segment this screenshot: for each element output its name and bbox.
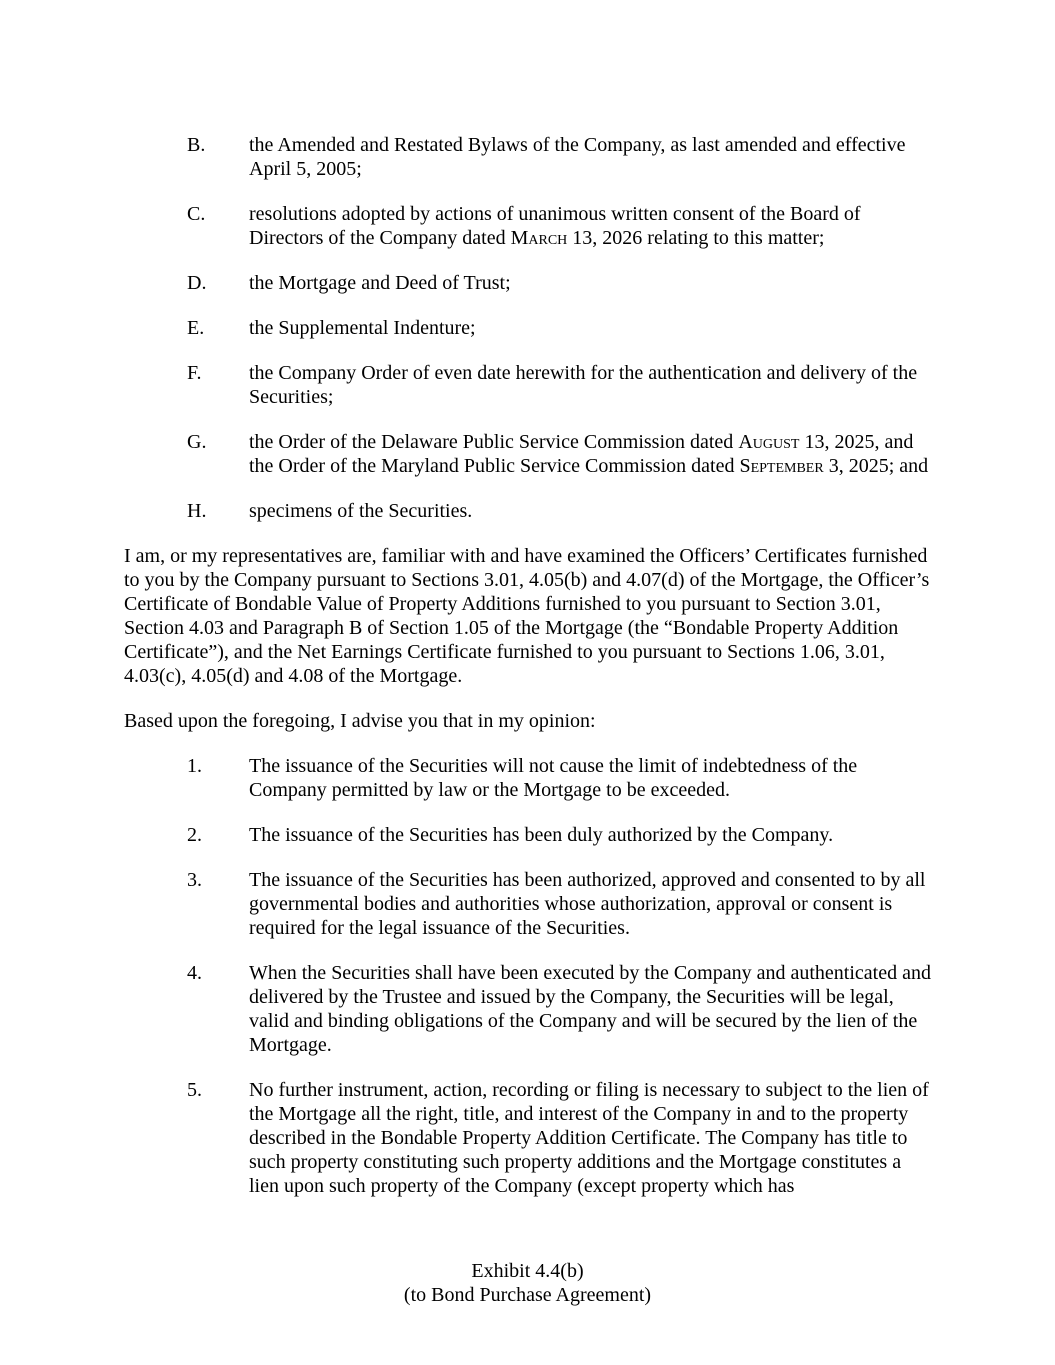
lettered-list <box>124 133 931 523</box>
lettered-item <box>187 430 931 478</box>
lettered-item <box>187 202 931 250</box>
item-text: the Mortgage and Deed of Trust; <box>249 272 511 294</box>
footer-agreement-label: (to Bond Purchase Agreement) <box>403 1284 652 1306</box>
item-text: the Order of the Delaware Public Service Commission dated August 13, 2025, and the Order of the Maryland Public Service Commission dated September 3, 2025; and <box>249 431 929 477</box>
numbered-item <box>187 823 931 847</box>
item-text: the Amended and Restated Bylaws of the Company, as last amended and effective April 5, 2005; <box>249 134 906 180</box>
item-label: E. <box>187 317 205 339</box>
item-text: the Supplemental Indenture; <box>249 317 476 339</box>
item-label: D. <box>187 272 207 294</box>
numbered-item <box>187 754 931 802</box>
item-label: B. <box>187 134 206 156</box>
lettered-item <box>187 499 931 523</box>
lettered-item <box>187 316 931 340</box>
item-label: G. <box>187 431 207 453</box>
page-footer <box>0 1259 1055 1307</box>
item-label: 1. <box>187 755 202 777</box>
item-text: No further instrument, action, recording or filing is necessary to subject to the lien of the Mortgage all the right, title, and interest of the Company in and to the property described in the Bondable Property Addition Certificate. The Company has title to such property constituting such property additions and the Mortgage constitutes a lien upon such property of the Company (except property which has <box>249 1079 929 1197</box>
item-label: 2. <box>187 824 202 846</box>
paragraph-opinion-intro: Based upon the foregoing, I advise you that in my opinion: <box>124 710 596 732</box>
item-text: specimens of the Securities. <box>249 500 473 522</box>
numbered-item <box>187 868 931 940</box>
item-text: When the Securities shall have been executed by the Company and authenticated and delivered by the Trustee and issued by the Company, the Securities will be legal, valid and binding obligations of the Company and will be secured by the lien of the Mortgage. <box>249 962 931 1056</box>
item-text: The issuance of the Securities will not cause the limit of indebtedness of the Company permitted by law or the Mortgage to be exceeded. <box>249 755 858 801</box>
item-label: 4. <box>187 962 202 984</box>
item-text: the Company Order of even date herewith for the authentication and delivery of the Securities; <box>249 362 918 408</box>
item-label: H. <box>187 500 207 522</box>
numbered-item <box>187 1078 931 1198</box>
lettered-item <box>187 271 931 295</box>
item-label: C. <box>187 203 206 225</box>
item-label: F. <box>187 362 202 384</box>
item-text: The issuance of the Securities has been duly authorized by the Company. <box>249 824 834 846</box>
paragraph-certificates: I am, or my representatives are, familiar with and have examined the Officers’ Certificates furnished to you by the Company pursuant to Sections 3.01, 4.05(b) and 4.07(d) of the Mortgage, the Officer’s Certificate of Bondable Value of Property Additions furnished to you pursuant to Section 3.01, Section 4.03 and Paragraph B of Section 1.05 of the Mortgage (the “Bondable Property Addition Certificate”), and the Net Earnings Certificate furnished to you pursuant to Sections 1.06, 3.01, 4.03(c), 4.05(d) and 4.08 of the Mortgage. <box>124 545 930 687</box>
lettered-item <box>187 133 931 181</box>
item-text: resolutions adopted by actions of unanimous written consent of the Board of Directors of the Company dated March 13, 2026 relating to this matter; <box>249 203 861 249</box>
footer-exhibit-label: Exhibit 4.4(b) <box>471 1260 584 1282</box>
document-body <box>124 133 931 1219</box>
numbered-list <box>124 754 931 1198</box>
item-text: The issuance of the Securities has been authorized, approved and consented to by all governmental bodies and authorities whose authorization, approval or consent is required for the legal issuance of the Securities. <box>249 869 926 939</box>
numbered-item <box>187 961 931 1057</box>
item-label: 5. <box>187 1079 202 1101</box>
item-label: 3. <box>187 869 202 891</box>
lettered-item <box>187 361 931 409</box>
